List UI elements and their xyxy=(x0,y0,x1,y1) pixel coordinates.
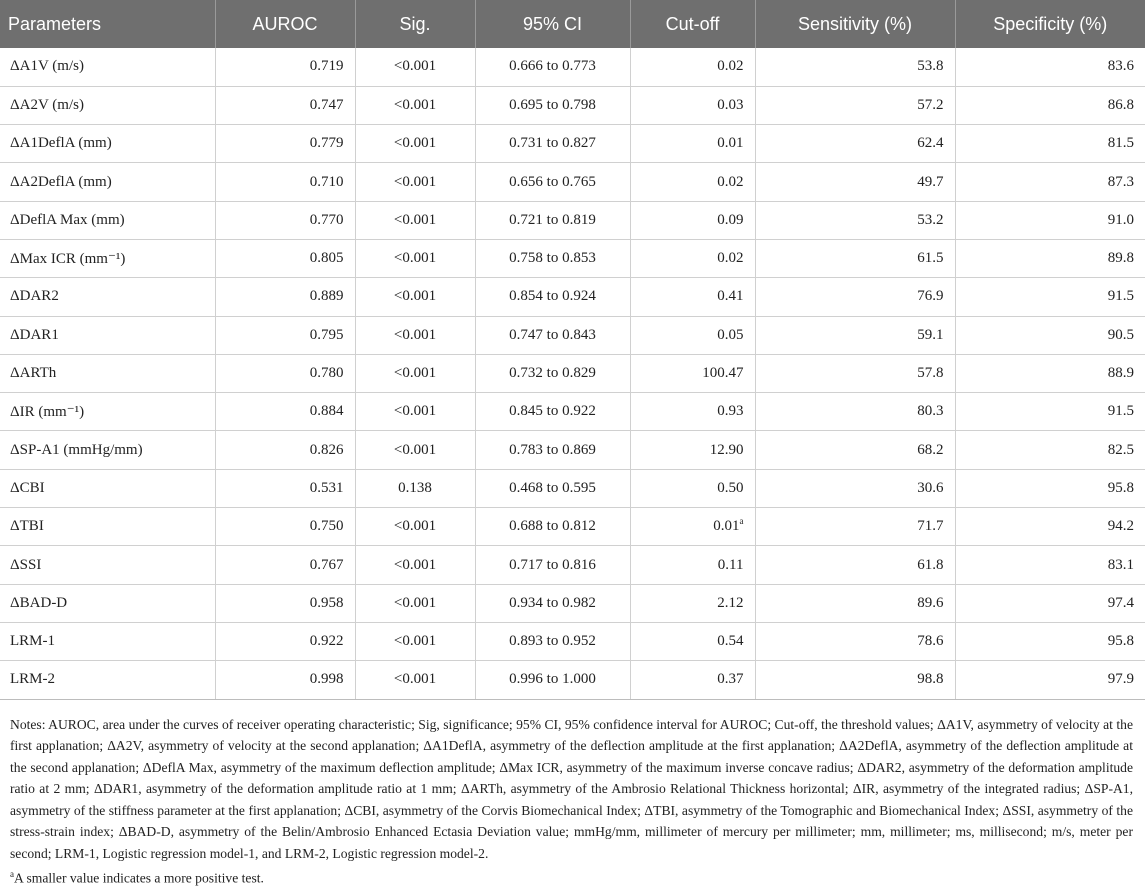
param-cell-text: ΔDeflA Max (mm) xyxy=(10,211,125,228)
auroc-cell-text: 0.998 xyxy=(309,671,344,688)
auroc-cell xyxy=(215,393,355,431)
sensitivity-cell-text: 59.1 xyxy=(917,326,944,343)
specificity-cell-text: 91.0 xyxy=(1107,211,1134,228)
specificity-cell-text: 88.9 xyxy=(1107,365,1134,382)
specificity-cell xyxy=(955,239,1145,277)
sig-cell-text: <0.001 xyxy=(393,96,437,113)
ci-cell xyxy=(475,239,630,277)
sensitivity-cell-text: 49.7 xyxy=(917,173,944,190)
specificity-cell-text: 83.1 xyxy=(1107,556,1134,573)
param-cell xyxy=(0,239,215,277)
cutoff-cell xyxy=(630,316,755,354)
specificity-cell xyxy=(955,431,1145,469)
param-cell-text: ΔARTh xyxy=(10,365,57,382)
param-cell xyxy=(0,469,215,507)
specificity-cell xyxy=(955,546,1145,584)
auroc-cell-text: 0.805 xyxy=(309,250,344,267)
table-row xyxy=(0,622,1145,660)
cutoff-cell-text: 0.02 xyxy=(717,250,744,267)
sensitivity-cell-text: 68.2 xyxy=(917,441,944,458)
param-cell-text: ΔBAD-D xyxy=(10,594,68,611)
ci-cell xyxy=(475,431,630,469)
ci-cell-text: 0.695 to 0.798 xyxy=(509,96,596,113)
auroc-cell-text: 0.884 xyxy=(309,403,344,420)
sig-cell xyxy=(355,316,475,354)
sig-cell xyxy=(355,201,475,239)
specificity-cell-text: 95.8 xyxy=(1107,633,1134,650)
auroc-cell-text: 0.770 xyxy=(309,211,344,228)
ci-cell xyxy=(475,354,630,392)
header-auroc: AUROC xyxy=(215,0,355,48)
ci-cell-text: 0.854 to 0.924 xyxy=(509,288,596,305)
ci-cell-text: 0.758 to 0.853 xyxy=(509,250,596,267)
ci-cell xyxy=(475,661,630,699)
auroc-cell-text: 0.826 xyxy=(309,441,344,458)
cutoff-cell-text: 0.93 xyxy=(717,403,744,420)
table-row xyxy=(0,661,1145,699)
table-row xyxy=(0,125,1145,163)
param-cell xyxy=(0,661,215,699)
ci-cell-text: 0.468 to 0.595 xyxy=(509,479,596,496)
specificity-cell-text: 91.5 xyxy=(1107,288,1134,305)
ci-cell-text: 0.783 to 0.869 xyxy=(509,441,596,458)
auroc-cell xyxy=(215,239,355,277)
sig-cell xyxy=(355,354,475,392)
auroc-cell xyxy=(215,469,355,507)
table-row xyxy=(0,508,1145,546)
cutoff-cell xyxy=(630,201,755,239)
cutoff-cell-text: 0.01 xyxy=(713,518,740,535)
specificity-cell xyxy=(955,316,1145,354)
sig-cell-text: <0.001 xyxy=(393,671,437,688)
param-cell-text: LRM-1 xyxy=(10,633,55,650)
param-cell xyxy=(0,393,215,431)
auroc-cell xyxy=(215,201,355,239)
param-cell-text: ΔA1V (m/s) xyxy=(10,58,84,75)
auroc-cell-text: 0.795 xyxy=(309,326,344,343)
specificity-cell xyxy=(955,48,1145,86)
sig-cell-text: <0.001 xyxy=(393,326,437,343)
sensitivity-cell-text: 98.8 xyxy=(917,671,944,688)
sig-cell-text: <0.001 xyxy=(393,365,437,382)
auroc-cell-text: 0.922 xyxy=(309,633,344,650)
param-cell-text: ΔA2V (m/s) xyxy=(10,96,84,113)
cutoff-cell xyxy=(630,469,755,507)
sig-cell xyxy=(355,278,475,316)
auroc-cell xyxy=(215,316,355,354)
sig-cell-text: <0.001 xyxy=(393,250,437,267)
param-cell-text: ΔMax ICR (mm⁻¹) xyxy=(10,251,126,268)
ci-cell xyxy=(475,469,630,507)
sensitivity-cell-text: 76.9 xyxy=(917,288,944,305)
specificity-cell xyxy=(955,393,1145,431)
param-cell xyxy=(0,201,215,239)
sig-cell xyxy=(355,163,475,201)
specificity-cell xyxy=(955,278,1145,316)
cutoff-cell-text: 12.90 xyxy=(709,441,744,458)
specificity-cell-text: 90.5 xyxy=(1107,326,1134,343)
auroc-cell xyxy=(215,163,355,201)
ci-cell xyxy=(475,584,630,622)
sensitivity-cell xyxy=(755,163,955,201)
cutoff-cell xyxy=(630,546,755,584)
table-row xyxy=(0,278,1145,316)
sensitivity-cell-text: 89.6 xyxy=(917,594,944,611)
param-cell xyxy=(0,584,215,622)
cutoff-cell-text: 0.11 xyxy=(717,556,744,573)
param-cell xyxy=(0,163,215,201)
sensitivity-cell-text: 61.8 xyxy=(917,556,944,573)
cutoff-cell xyxy=(630,48,755,86)
table-row xyxy=(0,393,1145,431)
ci-cell-text: 0.688 to 0.812 xyxy=(509,518,596,535)
sensitivity-cell-text: 30.6 xyxy=(917,479,944,496)
cutoff-cell xyxy=(630,584,755,622)
sensitivity-cell-text: 61.5 xyxy=(917,250,944,267)
table-row xyxy=(0,431,1145,469)
cutoff-cell-text: 0.03 xyxy=(717,96,744,113)
table-footnote xyxy=(10,864,1133,889)
sig-cell-text: <0.001 xyxy=(393,173,437,190)
sensitivity-cell xyxy=(755,546,955,584)
sig-cell xyxy=(355,125,475,163)
table-body xyxy=(0,48,1145,699)
auroc-cell xyxy=(215,354,355,392)
sensitivity-cell-text: 57.8 xyxy=(917,365,944,382)
ci-cell-text: 0.732 to 0.829 xyxy=(509,365,596,382)
cutoff-cell-text: 0.02 xyxy=(717,58,744,75)
ci-cell-text: 0.934 to 0.982 xyxy=(509,594,596,611)
sensitivity-cell-text: 53.8 xyxy=(917,58,944,75)
cutoff-cell-text: 0.41 xyxy=(717,288,744,305)
sig-cell-text: <0.001 xyxy=(393,403,437,420)
param-cell xyxy=(0,125,215,163)
specificity-cell-text: 97.4 xyxy=(1107,594,1134,611)
sig-cell-text: 0.138 xyxy=(398,479,432,496)
header-sig: Sig. xyxy=(355,0,475,48)
sig-cell xyxy=(355,86,475,124)
table-row xyxy=(0,584,1145,622)
param-cell xyxy=(0,316,215,354)
ci-cell-text: 0.996 to 1.000 xyxy=(509,671,596,688)
ci-cell xyxy=(475,48,630,86)
sig-cell xyxy=(355,661,475,699)
ci-cell-text: 0.717 to 0.816 xyxy=(509,556,596,573)
sensitivity-cell xyxy=(755,125,955,163)
sig-cell-text: <0.001 xyxy=(393,288,437,305)
sig-cell xyxy=(355,584,475,622)
auroc-cell-text: 0.889 xyxy=(309,288,344,305)
param-cell xyxy=(0,48,215,86)
sensitivity-cell-text: 78.6 xyxy=(917,633,944,650)
auroc-cell xyxy=(215,508,355,546)
sensitivity-cell-text: 71.7 xyxy=(917,518,944,535)
sensitivity-cell xyxy=(755,661,955,699)
auroc-cell xyxy=(215,48,355,86)
param-cell xyxy=(0,86,215,124)
auroc-cell-text: 0.531 xyxy=(309,479,344,496)
table-row xyxy=(0,546,1145,584)
sensitivity-cell-text: 80.3 xyxy=(917,403,944,420)
sig-cell-text: <0.001 xyxy=(393,58,437,75)
cutoff-cell-text: 2.12 xyxy=(717,594,744,611)
specificity-cell xyxy=(955,584,1145,622)
specificity-cell-text: 81.5 xyxy=(1107,135,1134,152)
param-cell-text: LRM-2 xyxy=(10,671,55,688)
sig-cell-text: <0.001 xyxy=(393,441,437,458)
auroc-cell xyxy=(215,622,355,660)
param-cell-text: ΔDAR2 xyxy=(10,288,59,305)
table-row xyxy=(0,469,1145,507)
sig-cell-text: <0.001 xyxy=(393,594,437,611)
sensitivity-cell-text: 62.4 xyxy=(917,135,944,152)
auroc-cell-text: 0.750 xyxy=(309,518,344,535)
auroc-cell xyxy=(215,661,355,699)
header-sensitivity: Sensitivity (%) xyxy=(755,0,955,48)
sig-cell-text: <0.001 xyxy=(393,135,437,152)
footnote-mark: a xyxy=(10,869,14,880)
cutoff-cell xyxy=(630,354,755,392)
specificity-cell-text: 95.8 xyxy=(1107,479,1134,496)
auroc-cell xyxy=(215,86,355,124)
header-parameters: Parameters xyxy=(0,0,215,48)
param-cell xyxy=(0,278,215,316)
table-row xyxy=(0,163,1145,201)
param-cell-text: ΔA2DeflA (mm) xyxy=(10,173,112,190)
ci-cell-text: 0.656 to 0.765 xyxy=(509,173,596,190)
auroc-cell xyxy=(215,278,355,316)
ci-cell-text: 0.747 to 0.843 xyxy=(509,326,596,343)
auroc-cell-text: 0.710 xyxy=(309,173,344,190)
auroc-cell-text: 0.719 xyxy=(309,58,344,75)
specificity-cell xyxy=(955,469,1145,507)
specificity-cell-text: 83.6 xyxy=(1107,58,1134,75)
sensitivity-cell xyxy=(755,86,955,124)
ci-cell xyxy=(475,201,630,239)
cutoff-cell xyxy=(630,86,755,124)
table-row xyxy=(0,316,1145,354)
cutoff-cell-text: 0.09 xyxy=(717,211,744,228)
specificity-cell-text: 82.5 xyxy=(1107,441,1134,458)
table-row xyxy=(0,86,1145,124)
sig-cell xyxy=(355,546,475,584)
header-ci: 95% CI xyxy=(475,0,630,48)
param-cell-text: ΔIR (mm⁻¹) xyxy=(10,404,85,421)
param-cell xyxy=(0,431,215,469)
cutoff-cell xyxy=(630,622,755,660)
param-cell xyxy=(0,622,215,660)
ci-cell xyxy=(475,125,630,163)
auroc-cell-text: 0.767 xyxy=(309,556,344,573)
cutoff-cell-text: 0.02 xyxy=(717,173,744,190)
sig-cell-text: <0.001 xyxy=(393,556,437,573)
ci-cell xyxy=(475,546,630,584)
param-cell xyxy=(0,354,215,392)
param-cell-text: ΔDAR1 xyxy=(10,326,59,343)
sensitivity-cell-text: 53.2 xyxy=(917,211,944,228)
ci-cell-text: 0.893 to 0.952 xyxy=(509,633,596,650)
param-cell-text: ΔSP-A1 (mmHg/mm) xyxy=(10,441,143,458)
table-row xyxy=(0,201,1145,239)
sig-cell xyxy=(355,469,475,507)
sensitivity-cell xyxy=(755,469,955,507)
param-cell xyxy=(0,508,215,546)
param-cell xyxy=(0,546,215,584)
cutoff-cell xyxy=(630,239,755,277)
cutoff-cell-text: 100.47 xyxy=(702,365,744,382)
sensitivity-cell xyxy=(755,508,955,546)
auroc-cell xyxy=(215,584,355,622)
sensitivity-cell xyxy=(755,354,955,392)
cutoff-cell xyxy=(630,508,755,546)
sig-cell xyxy=(355,239,475,277)
specificity-cell xyxy=(955,163,1145,201)
auroc-cell-text: 0.747 xyxy=(309,96,344,113)
specificity-cell xyxy=(955,201,1145,239)
ci-cell-text: 0.731 to 0.827 xyxy=(509,135,596,152)
param-cell-text: ΔCBI xyxy=(10,479,45,496)
table-row xyxy=(0,354,1145,392)
auroc-cell xyxy=(215,125,355,163)
ci-cell xyxy=(475,86,630,124)
specificity-cell xyxy=(955,354,1145,392)
cutoff-cell-text: 0.37 xyxy=(717,671,744,688)
cutoff-cell xyxy=(630,393,755,431)
sensitivity-cell xyxy=(755,48,955,86)
sensitivity-cell xyxy=(755,584,955,622)
table-row xyxy=(0,48,1145,86)
cutoff-cell xyxy=(630,125,755,163)
table-header-row xyxy=(0,0,1145,48)
specificity-cell xyxy=(955,86,1145,124)
cutoff-cell xyxy=(630,163,755,201)
auroc-cell-text: 0.958 xyxy=(309,594,344,611)
sensitivity-cell-text: 57.2 xyxy=(917,96,944,113)
cutoff-cell-text: 0.01 xyxy=(717,135,744,152)
param-cell-text: ΔSSI xyxy=(10,556,42,573)
header-specificity: Specificity (%) xyxy=(993,13,1108,34)
cutoff-cell-text: 0.05 xyxy=(717,326,744,343)
auroc-cell xyxy=(215,546,355,584)
specificity-cell-text: 87.3 xyxy=(1107,173,1134,190)
specificity-cell-text: 94.2 xyxy=(1107,518,1134,535)
specificity-cell xyxy=(955,622,1145,660)
sensitivity-cell xyxy=(755,431,955,469)
specificity-cell-text: 89.8 xyxy=(1107,250,1134,267)
sensitivity-cell xyxy=(755,201,955,239)
specificity-cell xyxy=(955,661,1145,699)
cutoff-cell xyxy=(630,661,755,699)
specificity-cell-text: 97.9 xyxy=(1107,671,1134,688)
auroc-cell-text: 0.779 xyxy=(309,135,344,152)
sig-cell xyxy=(355,508,475,546)
specificity-cell xyxy=(955,508,1145,546)
sig-cell-text: <0.001 xyxy=(393,518,437,535)
table-notes: Notes: AUROC, area under the curves of receiver operating characteristic; Sig, significance; 95% CI, 95% confidence interval for AUROC; Cut-off, the threshold values; ΔA1V, asymmetry of velocity at the first applanation; ΔA2V, asymmetry of velocity at the second applanation; ΔA1DeflA, asymmetry of the deflection amplitude at the first applanation; ΔA2DeflA, asymmetry of the deflection amplitude at the second applanation; ΔDeflA Max, asymmetry of the maximum deflection amplitude; ΔMax ICR, asymmetry of the maximum inverse concave radius; ΔDAR2, asymmetry of the deformation amplitude ratio at 2 mm; ΔDAR1, asymmetry of the deformation amplitude ratio at 1 mm; ΔARTh, asymmetry of the Ambrosio Relational Thickness horizontal; ΔIR, asymmetry of the integrated radius; ΔSP-A1, asymmetry of the stiffness parameter at the first applanation; ΔCBI, asymmetry of the Corvis Biomechanical Index; ΔTBI, asymmetry of the Tomographic and Biomechanical Index; ΔSSI, asymmetry of the stress-strain index; ΔBAD-D, asymmetry of the Belin/Ambrosio Enhanced Ectasia Deviation value; mmHg/mm, millimeter of mercury per millimeter; mm, millimeter; ms, millisecond; m/s, meter per second; LRM-1, Logistic regression model-1, and LRM-2, Logistic regression model-2. xyxy=(10,716,1133,861)
param-cell-text: ΔA1DeflA (mm) xyxy=(10,135,112,152)
auroc-cell-text: 0.780 xyxy=(309,365,344,382)
sig-cell-text: <0.001 xyxy=(393,633,437,650)
ci-cell-text: 0.666 to 0.773 xyxy=(509,58,596,75)
header-cutoff: Cut-off xyxy=(630,0,755,48)
ci-cell-text: 0.721 to 0.819 xyxy=(509,211,596,228)
sig-cell xyxy=(355,431,475,469)
ci-cell xyxy=(475,163,630,201)
ci-cell-text: 0.845 to 0.922 xyxy=(509,403,596,420)
ci-cell xyxy=(475,393,630,431)
sensitivity-cell xyxy=(755,393,955,431)
ci-cell xyxy=(475,316,630,354)
table-row xyxy=(0,239,1145,277)
sensitivity-cell xyxy=(755,622,955,660)
cutoff-cell-text: 0.50 xyxy=(717,479,744,496)
sensitivity-cell xyxy=(755,239,955,277)
sig-cell-text: <0.001 xyxy=(393,211,437,228)
cutoff-cell-text: 0.54 xyxy=(717,633,744,650)
sig-cell xyxy=(355,622,475,660)
specificity-cell xyxy=(955,125,1145,163)
sensitivity-cell xyxy=(755,316,955,354)
cutoff-cell xyxy=(630,431,755,469)
specificity-cell-text: 86.8 xyxy=(1107,96,1134,113)
cutoff-footnote-mark: a xyxy=(739,516,744,527)
auroc-cell xyxy=(215,431,355,469)
ci-cell xyxy=(475,508,630,546)
sensitivity-cell xyxy=(755,278,955,316)
footnote-text: A smaller value indicates a more positive test. xyxy=(14,870,264,886)
ci-cell xyxy=(475,622,630,660)
sig-cell xyxy=(355,393,475,431)
sig-cell xyxy=(355,48,475,86)
ci-cell xyxy=(475,278,630,316)
cutoff-cell xyxy=(630,278,755,316)
specificity-cell-text: 91.5 xyxy=(1107,403,1134,420)
param-cell-text: ΔTBI xyxy=(10,518,44,535)
